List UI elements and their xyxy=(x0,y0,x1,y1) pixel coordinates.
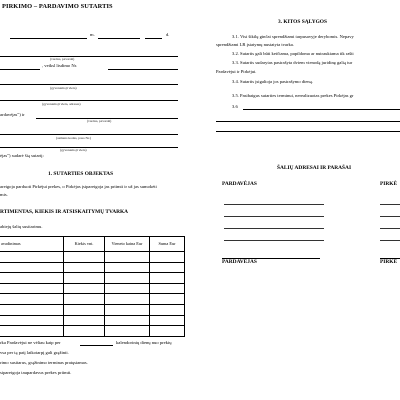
table-cell[interactable] xyxy=(105,326,150,337)
table-cell[interactable] xyxy=(105,252,150,263)
table-cell[interactable] xyxy=(0,326,64,337)
col-sum: Suma Eur xyxy=(150,237,185,252)
caption-name: (vardas, pavardė) xyxy=(50,57,75,61)
table-cell[interactable] xyxy=(105,273,150,284)
seller-name-line xyxy=(0,56,178,57)
buyer-residence-line xyxy=(0,147,178,148)
section-1-text: areigoja parduoti Pirkėjui prekes, o Pirkėjas įsipareigoja jas priimti ir už jas sumokėti xyxy=(0,184,157,189)
table-cell[interactable] xyxy=(64,294,105,305)
clause-3-3: 3.3. Sutartis sudarytas pasirašyta dviem vienodą juridinę galią tur xyxy=(232,60,353,65)
table-cell[interactable] xyxy=(0,252,64,263)
clause-3-2: 3.2. Sutartis gali būti keičiama, papildoma ar nutraukiama tik rašti xyxy=(232,51,354,56)
clause-3-3-cont: Pardavėjui ir Pirkėjui. xyxy=(216,69,257,74)
term-text-4: sipareigoja taupardavus prekes priimti. xyxy=(0,370,72,375)
clause-line-2 xyxy=(216,121,400,122)
seller-line-1 xyxy=(224,204,324,205)
table-cell[interactable] xyxy=(64,283,105,294)
table-cell[interactable] xyxy=(105,294,150,305)
parties-concluded: ėjas") sudarė šią sutartį: xyxy=(0,153,44,158)
table-cell[interactable] xyxy=(0,304,64,315)
date-d-label: d. xyxy=(166,32,170,37)
seller-signature-label: PARDAVĖJAS xyxy=(222,259,257,265)
table-cell[interactable] xyxy=(105,304,150,315)
table-row xyxy=(0,273,185,284)
caption-residence: (gyvenamoji vieta) xyxy=(50,86,77,90)
table-cell[interactable] xyxy=(64,273,105,284)
section-1-text-2: mis. xyxy=(0,192,8,197)
table-row xyxy=(0,252,185,263)
caption-residence-2: (gyvenamoji vieta) xyxy=(60,148,87,152)
seller-address-line xyxy=(0,84,178,85)
seller-line-3 xyxy=(224,228,324,229)
section-2-heading: RTIMENTAS, KIEKIS IR ATSISKAITYMŲ TVARKA xyxy=(0,209,129,215)
col-name: avadinimas xyxy=(0,237,64,252)
table-row xyxy=(0,283,185,294)
table-cell[interactable] xyxy=(0,262,64,273)
date-m-label: m. xyxy=(90,32,95,37)
caption-personal-code: (asmens kodas, paso Nr.) xyxy=(56,136,92,140)
seller-line-4 xyxy=(224,240,324,241)
table-cell[interactable] xyxy=(64,315,105,326)
table-row xyxy=(0,304,185,315)
clause-3-4: 3.4. Sutartis įsigalioja jos pasirašymo dieną. xyxy=(232,79,313,84)
table-row xyxy=(0,315,185,326)
table-cell[interactable] xyxy=(0,294,64,305)
clause-3-5: 3.5. Pasibaigus sutarties terminui, nerealizuotas prekes Pirkėjas gr xyxy=(232,93,354,98)
table-cell[interactable] xyxy=(64,252,105,263)
table-cell[interactable] xyxy=(150,304,185,315)
buyer-signature-label: PIRKĖ xyxy=(380,259,398,265)
seller-address-line-2 xyxy=(0,100,178,101)
seller-heading: PARDAVĖJAS xyxy=(222,181,257,187)
table-row xyxy=(0,262,185,273)
items-table-header xyxy=(0,237,185,252)
clause-line-3 xyxy=(216,131,400,132)
table-cell[interactable] xyxy=(0,283,64,294)
section-1-heading: 1. SUTARTIES OBJEKTAS xyxy=(48,171,114,177)
date-line xyxy=(10,38,87,39)
table-cell[interactable] xyxy=(64,304,105,315)
table-cell[interactable] xyxy=(150,315,185,326)
term-text-1a: rka Pardavėjui ne vėliau kaip per xyxy=(0,340,61,345)
table-cell[interactable] xyxy=(64,262,105,273)
seller-code-line xyxy=(0,69,40,70)
term-text-2: vsa per tą patį laikotarpį gali grąžinti. xyxy=(0,350,69,355)
seller-licence-label: , veiksl lisdimo Nr. xyxy=(42,63,78,68)
month-line xyxy=(98,38,140,39)
col-unit-price: Vieneto kaina Eur xyxy=(105,237,150,252)
licence-number-line xyxy=(108,69,178,70)
seller-line-2 xyxy=(224,216,324,217)
table-cell[interactable] xyxy=(105,262,150,273)
days-line xyxy=(80,345,113,346)
buyer-line-3 xyxy=(380,228,400,229)
addresses-heading: ŠALIŲ ADRESAI IR PARAŠAI xyxy=(277,165,352,171)
caption-buyer-name: (vardas, pavardė) xyxy=(87,119,112,123)
table-row xyxy=(0,294,185,305)
table-cell[interactable] xyxy=(150,283,185,294)
day-line xyxy=(145,38,162,39)
table-cell[interactable] xyxy=(150,262,185,273)
buyer-line-1 xyxy=(380,204,400,205)
contract-title: PIRKIMO – PARDAVIMO SUTARTIS xyxy=(2,3,113,10)
table-cell[interactable] xyxy=(64,326,105,337)
clause-3-6-line xyxy=(243,109,400,110)
term-text-3: rimo susitarus, grąžinimo terminas pratęsiamas. xyxy=(0,360,88,365)
table-cell[interactable] xyxy=(105,315,150,326)
buyer-id-line xyxy=(0,134,178,135)
table-row xyxy=(0,326,185,337)
clause-3-1: 3.1. Visi šikilę ginčai sprendžiami tarpusavyje derybomis. Nepavy xyxy=(232,34,354,39)
table-cell[interactable] xyxy=(105,283,150,294)
table-cell[interactable] xyxy=(150,273,185,284)
table-cell[interactable] xyxy=(150,252,185,263)
table-cell[interactable] xyxy=(0,273,64,284)
table-cell[interactable] xyxy=(150,326,185,337)
section-2-text: abiejų šalių susitarimu. xyxy=(0,224,43,229)
buyer-line-2 xyxy=(380,216,400,217)
table-cell[interactable] xyxy=(150,294,185,305)
buyer-line-4 xyxy=(380,240,400,241)
items-table xyxy=(0,236,185,337)
term-text-1b: kalendorinių dienų nuo prekių xyxy=(116,340,172,345)
col-quantity: Kiekis vnt. xyxy=(64,237,105,252)
clause-3-6: 3.6 xyxy=(232,104,238,109)
table-cell[interactable] xyxy=(0,315,64,326)
buyer-heading: PIRKĖ xyxy=(380,181,398,187)
section-3-heading: 3. KITOS SĄLYGOS xyxy=(278,19,327,25)
clause-3-1-cont: sprendžiami LR įstatymų nustatyta tvarka. xyxy=(216,42,294,47)
caption-residence-address: (gyvenamoji vieta, adresas) xyxy=(42,102,81,106)
seller-designation: ardavėjas") ir xyxy=(0,112,25,117)
